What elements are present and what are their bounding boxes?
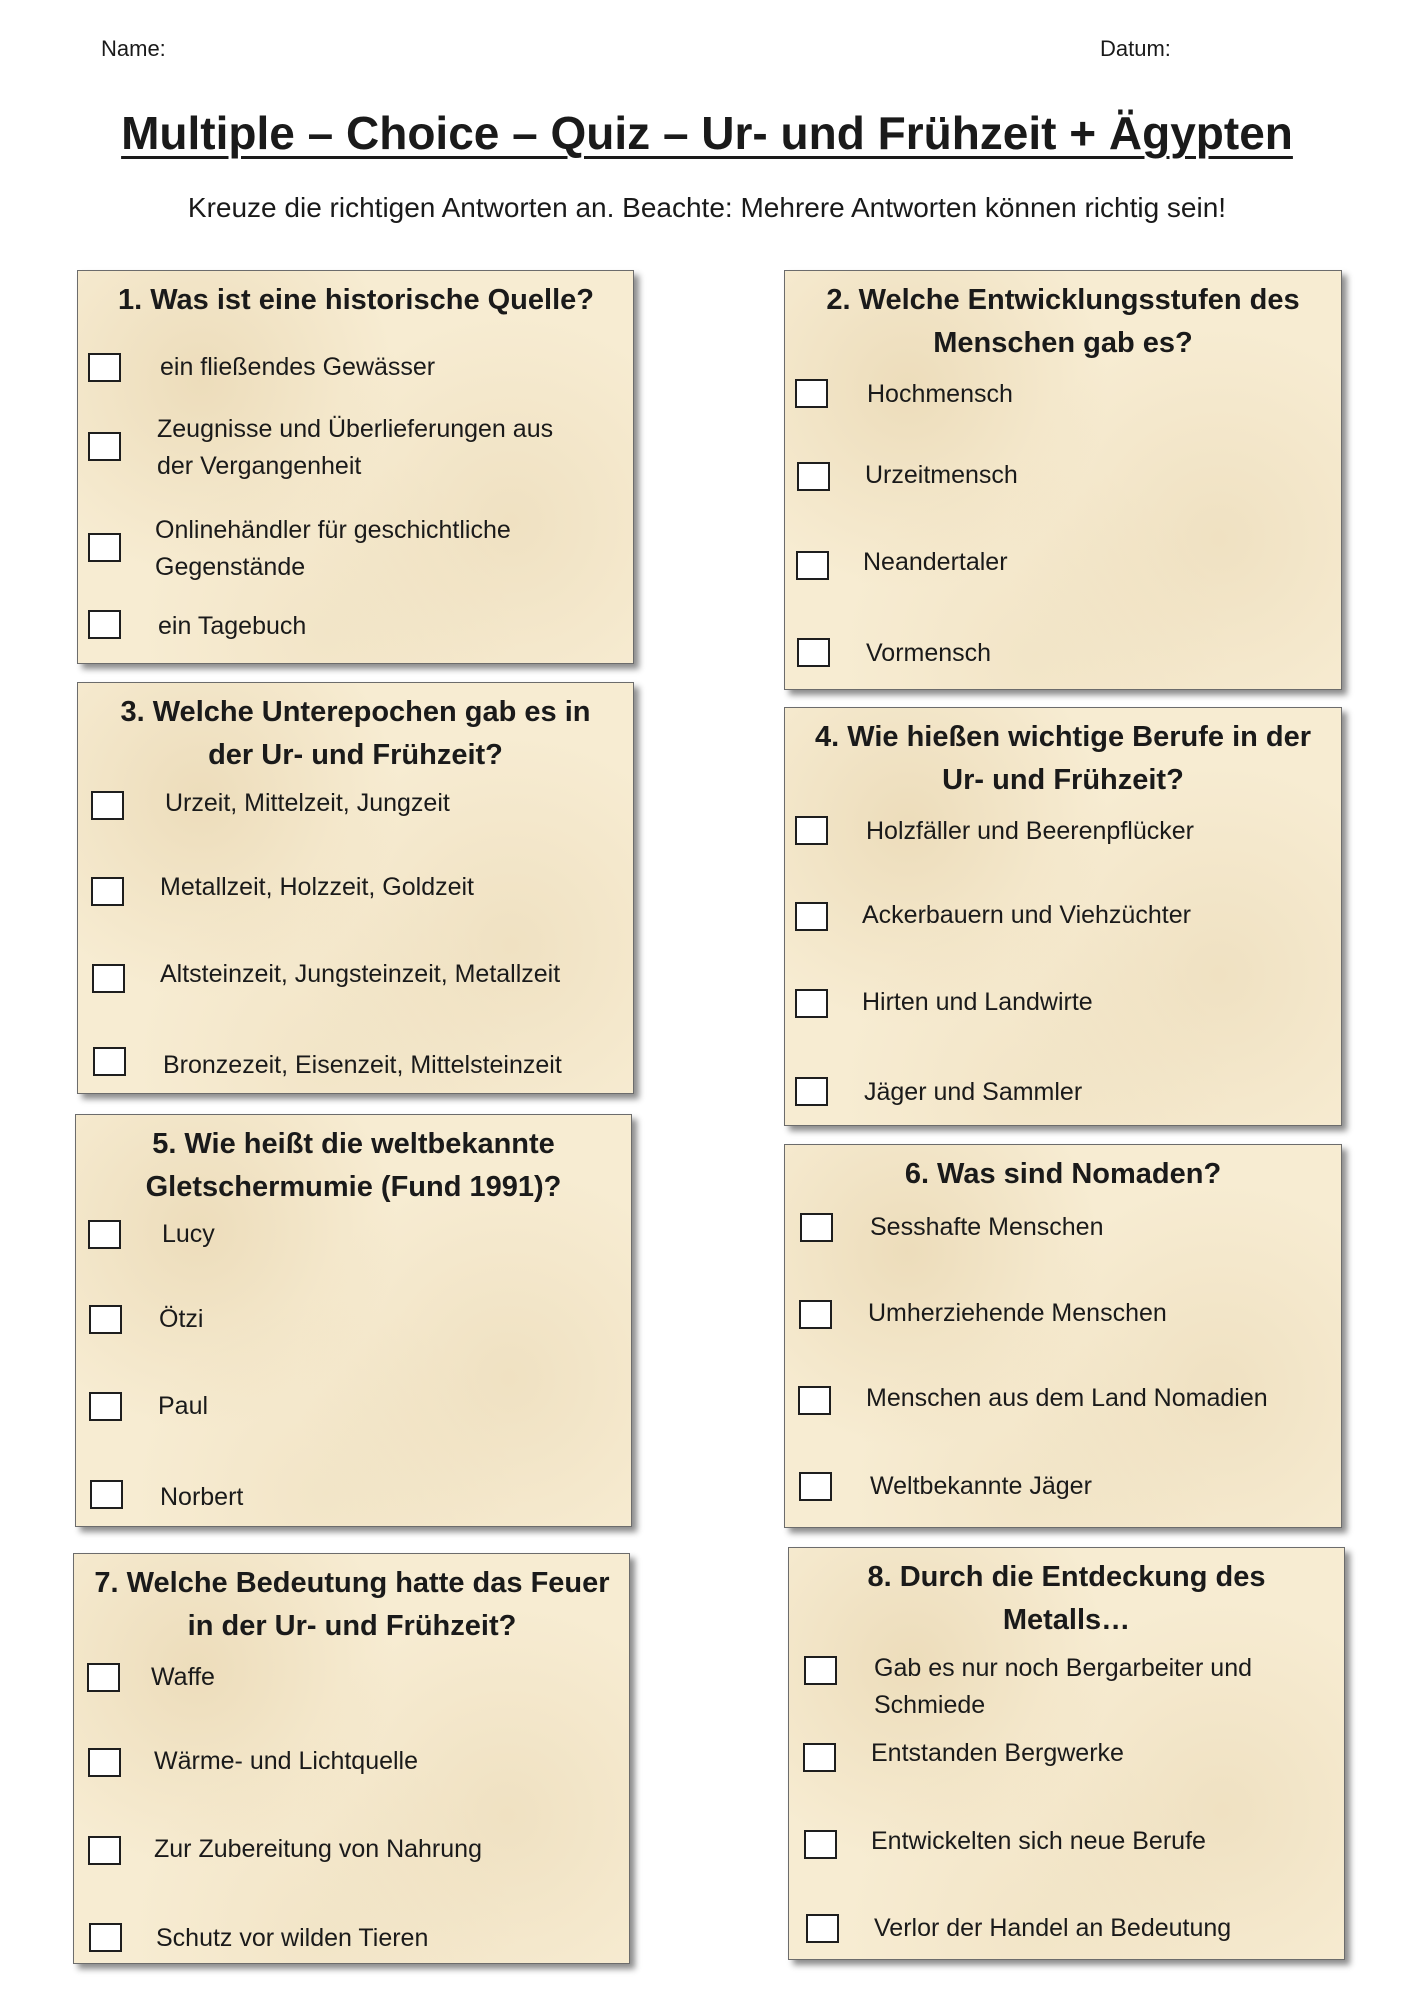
checkbox[interactable]: [88, 1836, 121, 1865]
option-label: Bronzezeit, Eisenzeit, Mittelsteinzeit: [163, 1051, 562, 1079]
option-label: Jäger und Sammler: [864, 1078, 1083, 1106]
checkbox[interactable]: [89, 1305, 122, 1334]
option-label: Zur Zubereitung von Nahrung: [154, 1835, 482, 1863]
checkbox[interactable]: [92, 964, 125, 993]
checkbox[interactable]: [804, 1830, 837, 1859]
checkbox[interactable]: [88, 432, 121, 461]
option-label: Wärme- und Lichtquelle: [154, 1747, 419, 1775]
option-label: Lucy: [162, 1220, 215, 1248]
checkbox[interactable]: [799, 1300, 832, 1329]
checkbox[interactable]: [93, 1047, 126, 1076]
checkbox[interactable]: [799, 1472, 832, 1501]
checkbox[interactable]: [795, 989, 828, 1018]
option-label: Ackerbauern und Viehzüchter: [862, 901, 1191, 929]
question-3-box: [77, 682, 634, 1094]
option-label: Paul: [158, 1392, 209, 1420]
page-title: Multiple – Choice – Quiz – Ur- und Frühzeit + Ägypten: [121, 107, 1293, 159]
question-7-title: 7. Welche Bedeutung hatte das Feuer in der Ur- und Frühzeit?: [94, 1567, 610, 1642]
question-8-title: 8. Durch die Entdeckung des Metalls…: [867, 1561, 1266, 1636]
option-label: Verlor der Handel an Bedeutung: [874, 1914, 1232, 1942]
checkbox[interactable]: [798, 1386, 831, 1415]
option-label: Urzeitmensch: [865, 461, 1018, 489]
checkbox[interactable]: [88, 533, 121, 562]
question-4-title: 4. Wie hießen wichtige Berufe in der Ur- und Frühzeit?: [814, 721, 1312, 796]
option-label: Entstanden Bergwerke: [871, 1739, 1124, 1767]
question-4-box: [784, 707, 1342, 1126]
option-label: Norbert: [160, 1483, 244, 1511]
option-label: Holzfäller und Beerenpflücker: [866, 817, 1194, 845]
checkbox[interactable]: [88, 1220, 121, 1249]
checkbox[interactable]: [87, 1663, 120, 1692]
option-label: Vormensch: [866, 639, 992, 667]
checkbox[interactable]: [88, 1748, 121, 1777]
option-label: Ötzi: [159, 1305, 204, 1333]
checkbox[interactable]: [804, 1656, 837, 1685]
question-5-title: 5. Wie heißt die weltbekannte Gletschermumie (Fund 1991)?: [145, 1128, 562, 1203]
checkbox[interactable]: [795, 902, 828, 931]
option-label: Entwickelten sich neue Berufe: [871, 1827, 1206, 1855]
question-6-title: 6. Was sind Nomaden?: [904, 1158, 1222, 1190]
option-label: ein Tagebuch: [158, 612, 307, 640]
question-5-box: [75, 1114, 632, 1527]
option-label: Sesshafte Menschen: [870, 1213, 1104, 1241]
question-1-title: 1. Was ist eine historische Quelle?: [118, 284, 594, 316]
option-label: Gab es nur noch Bergarbeiter und Schmiede: [874, 1654, 1253, 1719]
option-label: Hirten und Landwirte: [862, 988, 1093, 1016]
option-label: Onlinehändler für geschichtliche Gegenstände: [155, 516, 511, 581]
question-7-box: [73, 1553, 630, 1964]
option-label: Hochmensch: [867, 380, 1013, 408]
checkbox[interactable]: [91, 791, 124, 820]
option-label: Waffe: [151, 1663, 215, 1691]
checkbox[interactable]: [797, 462, 830, 491]
question-1-box: [77, 270, 634, 664]
checkbox[interactable]: [795, 816, 828, 845]
option-label: Neandertaler: [863, 548, 1008, 576]
question-8-box: [788, 1547, 1345, 1960]
option-label: Schutz vor wilden Tieren: [156, 1924, 429, 1952]
checkbox[interactable]: [806, 1914, 839, 1943]
question-2-title: 2. Welche Entwicklungsstufen des Menschen gab es?: [826, 284, 1300, 359]
checkbox[interactable]: [88, 610, 121, 639]
option-label: Urzeit, Mittelzeit, Jungzeit: [165, 789, 450, 817]
checkbox[interactable]: [797, 638, 830, 667]
option-label: ein fließendes Gewässer: [160, 353, 436, 381]
question-2-box: [784, 270, 1342, 690]
question-3-title: 3. Welche Unterepochen gab es in der Ur- und Frühzeit?: [120, 696, 591, 771]
checkbox[interactable]: [88, 353, 121, 382]
checkbox[interactable]: [90, 1480, 123, 1509]
name-label: Name:: [101, 36, 166, 61]
option-label: Zeugnisse und Überlieferungen aus der Vergangenheit: [157, 415, 554, 480]
checkbox[interactable]: [796, 551, 829, 580]
option-label: Metallzeit, Holzzeit, Goldzeit: [160, 873, 475, 901]
checkbox[interactable]: [89, 1923, 122, 1952]
checkbox[interactable]: [803, 1743, 836, 1772]
option-label: Umherziehende Menschen: [868, 1299, 1167, 1327]
instruction-text: Kreuze die richtigen Antworten an. Beachte: Mehrere Antworten können richtig sein!: [187, 192, 1227, 223]
checkbox[interactable]: [91, 877, 124, 906]
option-label: Menschen aus dem Land Nomadien: [866, 1384, 1268, 1412]
question-6-box: [784, 1144, 1342, 1528]
checkbox[interactable]: [800, 1213, 833, 1242]
checkbox[interactable]: [795, 379, 828, 408]
checkbox[interactable]: [89, 1392, 122, 1421]
date-label: Datum:: [1100, 36, 1171, 61]
option-label: Weltbekannte Jäger: [870, 1472, 1092, 1500]
option-label: Altsteinzeit, Jungsteinzeit, Metallzeit: [160, 960, 561, 988]
checkbox[interactable]: [795, 1077, 828, 1106]
